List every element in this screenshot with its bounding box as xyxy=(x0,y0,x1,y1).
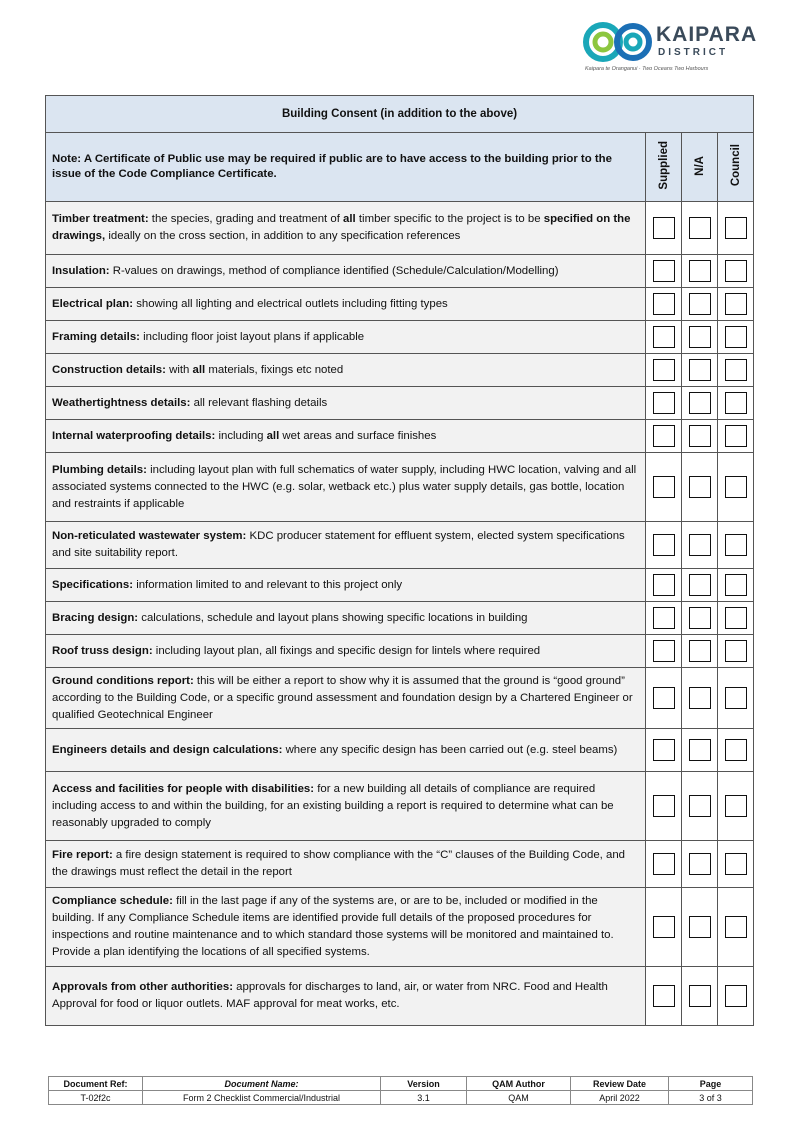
checklist-item-description: timber specific to the project is to be xyxy=(355,213,544,225)
checkbox-council[interactable] xyxy=(725,326,747,348)
checkbox-cell-na xyxy=(682,668,718,729)
checkbox-na[interactable] xyxy=(689,359,711,381)
checklist-item-description: including layout plan, all fixings and specific design for lintels where required xyxy=(152,644,541,657)
logo-name: KAIPARA xyxy=(656,23,758,46)
checklist-item-description: including xyxy=(215,429,267,442)
checkbox-council[interactable] xyxy=(725,476,747,498)
checkbox-cell-council xyxy=(718,569,754,602)
footer-header-name: Document Name: xyxy=(143,1077,381,1091)
checklist-item-description: for a new building all details of compliance are required including access to and within the building, for an existing building a report is required to determine what can be reasonably upgraded to comply xyxy=(52,782,614,829)
footer-header-version: Version xyxy=(381,1077,467,1091)
checkbox-supplied[interactable] xyxy=(653,359,675,381)
checklist-item-description: information limited to and relevant to this project only xyxy=(133,578,403,591)
checklist-item-label: Weathertightness details: xyxy=(52,396,191,409)
checklist-item-label: Construction details: xyxy=(52,363,166,376)
checkbox-supplied[interactable] xyxy=(653,425,675,447)
checkbox-council[interactable] xyxy=(725,853,747,875)
checklist-item-label: Engineers details and design calculations: xyxy=(52,743,283,756)
checkbox-na[interactable] xyxy=(689,217,711,239)
checkbox-cell-na xyxy=(682,602,718,635)
checkbox-na[interactable] xyxy=(689,260,711,282)
checkbox-council[interactable] xyxy=(725,574,747,596)
checkbox-cell-council xyxy=(718,202,754,255)
checkbox-cell-na xyxy=(682,453,718,522)
checklist-item-text xyxy=(46,729,646,772)
footer-doc-ref: T-02f2c xyxy=(49,1091,143,1105)
checkbox-cell-council xyxy=(718,841,754,888)
checklist-item-text xyxy=(46,888,646,967)
checkbox-cell-supplied xyxy=(646,255,682,288)
checkbox-council[interactable] xyxy=(725,607,747,629)
checkbox-cell-supplied xyxy=(646,569,682,602)
checkbox-cell-supplied xyxy=(646,967,682,1026)
checklist-item-label: all xyxy=(192,363,206,376)
checklist-row xyxy=(46,255,754,288)
checklist-item-label: Plumbing details: xyxy=(52,463,147,476)
checkbox-na[interactable] xyxy=(689,985,711,1007)
checklist-row xyxy=(46,387,754,420)
checkbox-cell-na xyxy=(682,888,718,967)
checkbox-supplied[interactable] xyxy=(653,853,675,875)
checklist-item-description: calculations, schedule and layout plans showing specific locations in building xyxy=(138,611,528,624)
checklist-item-label: Insulation: xyxy=(52,264,110,277)
checklist-item-text xyxy=(46,569,646,602)
checklist-row xyxy=(46,202,754,255)
checkbox-cell-supplied xyxy=(646,522,682,569)
checklist-row xyxy=(46,772,754,841)
checklist-row xyxy=(46,569,754,602)
checklist-item-description: a fire design statement is required to show compliance with the “C” clauses of the Building Code, and the drawings must reflect the detail in the report xyxy=(52,849,625,878)
checkbox-cell-supplied xyxy=(646,729,682,772)
footer-header-author: QAM Author xyxy=(467,1077,571,1091)
checkbox-council[interactable] xyxy=(725,359,747,381)
checkbox-cell-council xyxy=(718,967,754,1026)
checkbox-cell-council xyxy=(718,772,754,841)
checkbox-cell-council xyxy=(718,453,754,522)
checkbox-na[interactable] xyxy=(689,326,711,348)
checkbox-council[interactable] xyxy=(725,739,747,761)
checkbox-supplied[interactable] xyxy=(653,217,675,239)
checkbox-council[interactable] xyxy=(725,916,747,938)
checklist-item-label: Ground conditions report: xyxy=(52,674,194,687)
checkbox-na[interactable] xyxy=(689,476,711,498)
checkbox-cell-council xyxy=(718,255,754,288)
checklist-row xyxy=(46,967,754,1026)
checkbox-supplied[interactable] xyxy=(653,574,675,596)
checklist-row xyxy=(46,288,754,321)
checkbox-council[interactable] xyxy=(725,534,747,556)
checkbox-na[interactable] xyxy=(689,392,711,414)
footer-header-page: Page xyxy=(669,1077,753,1091)
checkbox-na[interactable] xyxy=(689,739,711,761)
checkbox-cell-council xyxy=(718,602,754,635)
footer-doc-name: Form 2 Checklist Commercial/Industrial xyxy=(143,1091,381,1105)
checkbox-supplied[interactable] xyxy=(653,687,675,709)
checkbox-cell-supplied xyxy=(646,453,682,522)
checklist-item-description: materials, fixings etc noted xyxy=(205,363,344,376)
checkbox-cell-na xyxy=(682,635,718,668)
checklist-row xyxy=(46,668,754,729)
checkbox-supplied[interactable] xyxy=(653,326,675,348)
checkbox-council[interactable] xyxy=(725,217,747,239)
checklist-item-label: Non-reticulated wastewater system: xyxy=(52,530,247,542)
checklist-item-label: Approvals from other authorities: xyxy=(52,981,234,993)
kaipara-swirl-icon xyxy=(583,20,655,64)
checkbox-cell-na xyxy=(682,729,718,772)
checkbox-council[interactable] xyxy=(725,795,747,817)
checklist-item-text xyxy=(46,420,646,453)
checkbox-supplied[interactable] xyxy=(653,260,675,282)
checklist-item-description: approvals for discharges to land, air, or water from NRC. Food and Health Approval for food or liquor outlets. MAF approval for meat works, etc. xyxy=(52,981,608,1010)
checklist-item-description: with xyxy=(165,363,193,376)
checklist-item-label: all xyxy=(343,213,356,225)
checklist-item-description: including layout plan with full schematics of water supply, including HWC location, valving and all associated systems connected to the HWC (e.g. solar, wetback etc.) plus water supply details, gas bottle, location and restraints if applicable xyxy=(52,463,637,510)
checkbox-council[interactable] xyxy=(725,392,747,414)
checkbox-cell-council xyxy=(718,354,754,387)
checklist-item-text xyxy=(46,288,646,321)
checklist-item-text xyxy=(46,772,646,841)
checklist-row xyxy=(46,321,754,354)
checkbox-cell-council xyxy=(718,420,754,453)
checkbox-cell-supplied xyxy=(646,288,682,321)
checklist-item-label: Timber treatment: xyxy=(52,213,149,225)
checkbox-cell-na xyxy=(682,569,718,602)
footer-header-review: Review Date xyxy=(571,1077,669,1091)
checkbox-cell-supplied xyxy=(646,635,682,668)
checklist-item-text xyxy=(46,453,646,522)
checkbox-council[interactable] xyxy=(725,425,747,447)
checkbox-na[interactable] xyxy=(689,853,711,875)
checkbox-cell-council xyxy=(718,288,754,321)
checkbox-cell-na xyxy=(682,354,718,387)
checkbox-na[interactable] xyxy=(689,293,711,315)
checklist-item-text xyxy=(46,387,646,420)
checkbox-cell-supplied xyxy=(646,668,682,729)
footer-header-ref: Document Ref: xyxy=(49,1077,143,1091)
checklist-item-label: Specifications: xyxy=(52,578,134,591)
column-header-na: N/A xyxy=(682,133,718,202)
checkbox-cell-na xyxy=(682,202,718,255)
checkbox-council[interactable] xyxy=(725,293,747,315)
note-text: Note: A Certificate of Public use may be required if public are to have access to the building prior to the issue of the Code Compliance Certificate. xyxy=(46,133,646,202)
checklist-item-description: KDC producer statement for effluent system, elected system specifications and site suitability report. xyxy=(52,530,625,559)
checkbox-council[interactable] xyxy=(725,640,747,662)
checkbox-cell-na xyxy=(682,387,718,420)
checklist-item-text xyxy=(46,967,646,1026)
checklist-item-label: Internal waterproofing details: xyxy=(52,429,216,442)
checkbox-cell-na xyxy=(682,772,718,841)
checklist-item-description: all relevant flashing details xyxy=(190,396,328,409)
footer-author: QAM xyxy=(467,1091,571,1105)
checklist-row xyxy=(46,729,754,772)
checklist-item-text xyxy=(46,202,646,255)
checklist-row xyxy=(46,453,754,522)
column-header-council: Council xyxy=(718,133,754,202)
checkbox-cell-council xyxy=(718,387,754,420)
checkbox-council[interactable] xyxy=(725,985,747,1007)
checklist-item-description: showing all lighting and electrical outlets including fitting types xyxy=(133,297,448,310)
checklist-item-label: Bracing design: xyxy=(52,611,139,624)
checkbox-cell-supplied xyxy=(646,202,682,255)
checkbox-cell-council xyxy=(718,729,754,772)
checkbox-cell-supplied xyxy=(646,602,682,635)
checkbox-cell-na xyxy=(682,967,718,1026)
checkbox-cell-council xyxy=(718,888,754,967)
checkbox-supplied[interactable] xyxy=(653,392,675,414)
column-header-supplied: Supplied xyxy=(646,133,682,202)
checklist-table xyxy=(45,95,754,1026)
logo-tagline: Kaipara te Oranganui · Two Oceans Two Harbours xyxy=(585,66,709,72)
checklist-row xyxy=(46,522,754,569)
kaipara-logo xyxy=(583,20,758,76)
section-title: Building Consent (in addition to the above) xyxy=(46,96,754,133)
checklist-item-label: Framing details: xyxy=(52,330,140,343)
checkbox-cell-council xyxy=(718,522,754,569)
checklist-item-text xyxy=(46,668,646,729)
checklist-item-text xyxy=(46,635,646,668)
checklist-item-description: where any specific design has been carried out (e.g. steel beams) xyxy=(282,743,618,756)
checkbox-cell-na xyxy=(682,420,718,453)
checkbox-na[interactable] xyxy=(689,687,711,709)
checkbox-supplied[interactable] xyxy=(653,985,675,1007)
footer-page: 3 of 3 xyxy=(669,1091,753,1105)
checkbox-cell-na xyxy=(682,288,718,321)
checkbox-cell-council xyxy=(718,668,754,729)
logo-sub: DISTRICT xyxy=(658,47,729,58)
checkbox-council[interactable] xyxy=(725,687,747,709)
checkbox-cell-supplied xyxy=(646,354,682,387)
checkbox-cell-supplied xyxy=(646,772,682,841)
checkbox-na[interactable] xyxy=(689,574,711,596)
checklist-item-label: Roof truss design: xyxy=(52,644,153,657)
checkbox-supplied[interactable] xyxy=(653,640,675,662)
checklist-row xyxy=(46,602,754,635)
checklist-item-label: specified on the drawings, xyxy=(52,213,631,242)
checkbox-cell-na xyxy=(682,255,718,288)
checklist-item-label: all xyxy=(266,429,280,442)
checklist-item-description: fill in the last page if any of the systems are, or are to be, included or modified in the building. If any Compliance Schedule items are identified provide full details of the proposed procedures for inspections and routine maintenance and to which standard those systems will be monitored and maintained to. Provide a plan identifying the locations of all specified systems. xyxy=(52,895,614,958)
checkbox-cell-supplied xyxy=(646,888,682,967)
checkbox-council[interactable] xyxy=(725,260,747,282)
footer-review-date: April 2022 xyxy=(571,1091,669,1105)
checkbox-cell-supplied xyxy=(646,841,682,888)
checkbox-cell-supplied xyxy=(646,420,682,453)
checklist-row xyxy=(46,635,754,668)
checklist-row xyxy=(46,888,754,967)
checkbox-na[interactable] xyxy=(689,534,711,556)
checkbox-na[interactable] xyxy=(689,425,711,447)
checkbox-cell-supplied xyxy=(646,387,682,420)
checkbox-cell-na xyxy=(682,841,718,888)
checklist-item-text xyxy=(46,602,646,635)
checkbox-na[interactable] xyxy=(689,607,711,629)
checkbox-na[interactable] xyxy=(689,795,711,817)
checkbox-supplied[interactable] xyxy=(653,293,675,315)
checkbox-cell-supplied xyxy=(646,321,682,354)
checklist-row xyxy=(46,354,754,387)
checklist-item-text xyxy=(46,354,646,387)
checklist-item-description: this will be either a report to show why it is assumed that the ground is “good ground” according to the Building Code, or a specific ground assessment and foundation design by a Chartered Engineer or qualified Geotechnical Engineer xyxy=(52,674,633,721)
checkbox-supplied[interactable] xyxy=(653,534,675,556)
checkbox-cell-na xyxy=(682,522,718,569)
checklist-row xyxy=(46,420,754,453)
checklist-item-label: Access and facilities for people with disabilities: xyxy=(52,782,315,795)
footer-version: 3.1 xyxy=(381,1091,467,1105)
checklist-item-text xyxy=(46,255,646,288)
checklist-item-label: Fire report: xyxy=(52,849,113,861)
checklist-item-description: wet areas and surface finishes xyxy=(279,429,437,442)
checkbox-cell-council xyxy=(718,635,754,668)
checklist-item-text xyxy=(46,522,646,569)
document-footer xyxy=(48,1076,753,1105)
checkbox-supplied[interactable] xyxy=(653,607,675,629)
checklist-item-text xyxy=(46,841,646,888)
checklist-item-description: the species, grading and treatment of xyxy=(148,213,344,225)
checkbox-cell-council xyxy=(718,321,754,354)
checkbox-supplied[interactable] xyxy=(653,795,675,817)
checklist-item-description: ideally on the cross section, in addition to any specification references xyxy=(105,230,461,242)
checklist-row xyxy=(46,841,754,888)
checkbox-supplied[interactable] xyxy=(653,739,675,761)
checkbox-na[interactable] xyxy=(689,916,711,938)
checklist-item-description: R-values on drawings, method of compliance identified (Schedule/Calculation/Modelling) xyxy=(109,264,559,277)
checkbox-cell-na xyxy=(682,321,718,354)
checklist-item-label: Compliance schedule: xyxy=(52,895,173,907)
checkbox-supplied[interactable] xyxy=(653,916,675,938)
checkbox-na[interactable] xyxy=(689,640,711,662)
checklist-item-description: including floor joist layout plans if applicable xyxy=(139,330,365,343)
checklist-item-label: Electrical plan: xyxy=(52,297,134,310)
checkbox-supplied[interactable] xyxy=(653,476,675,498)
checklist-item-text xyxy=(46,321,646,354)
